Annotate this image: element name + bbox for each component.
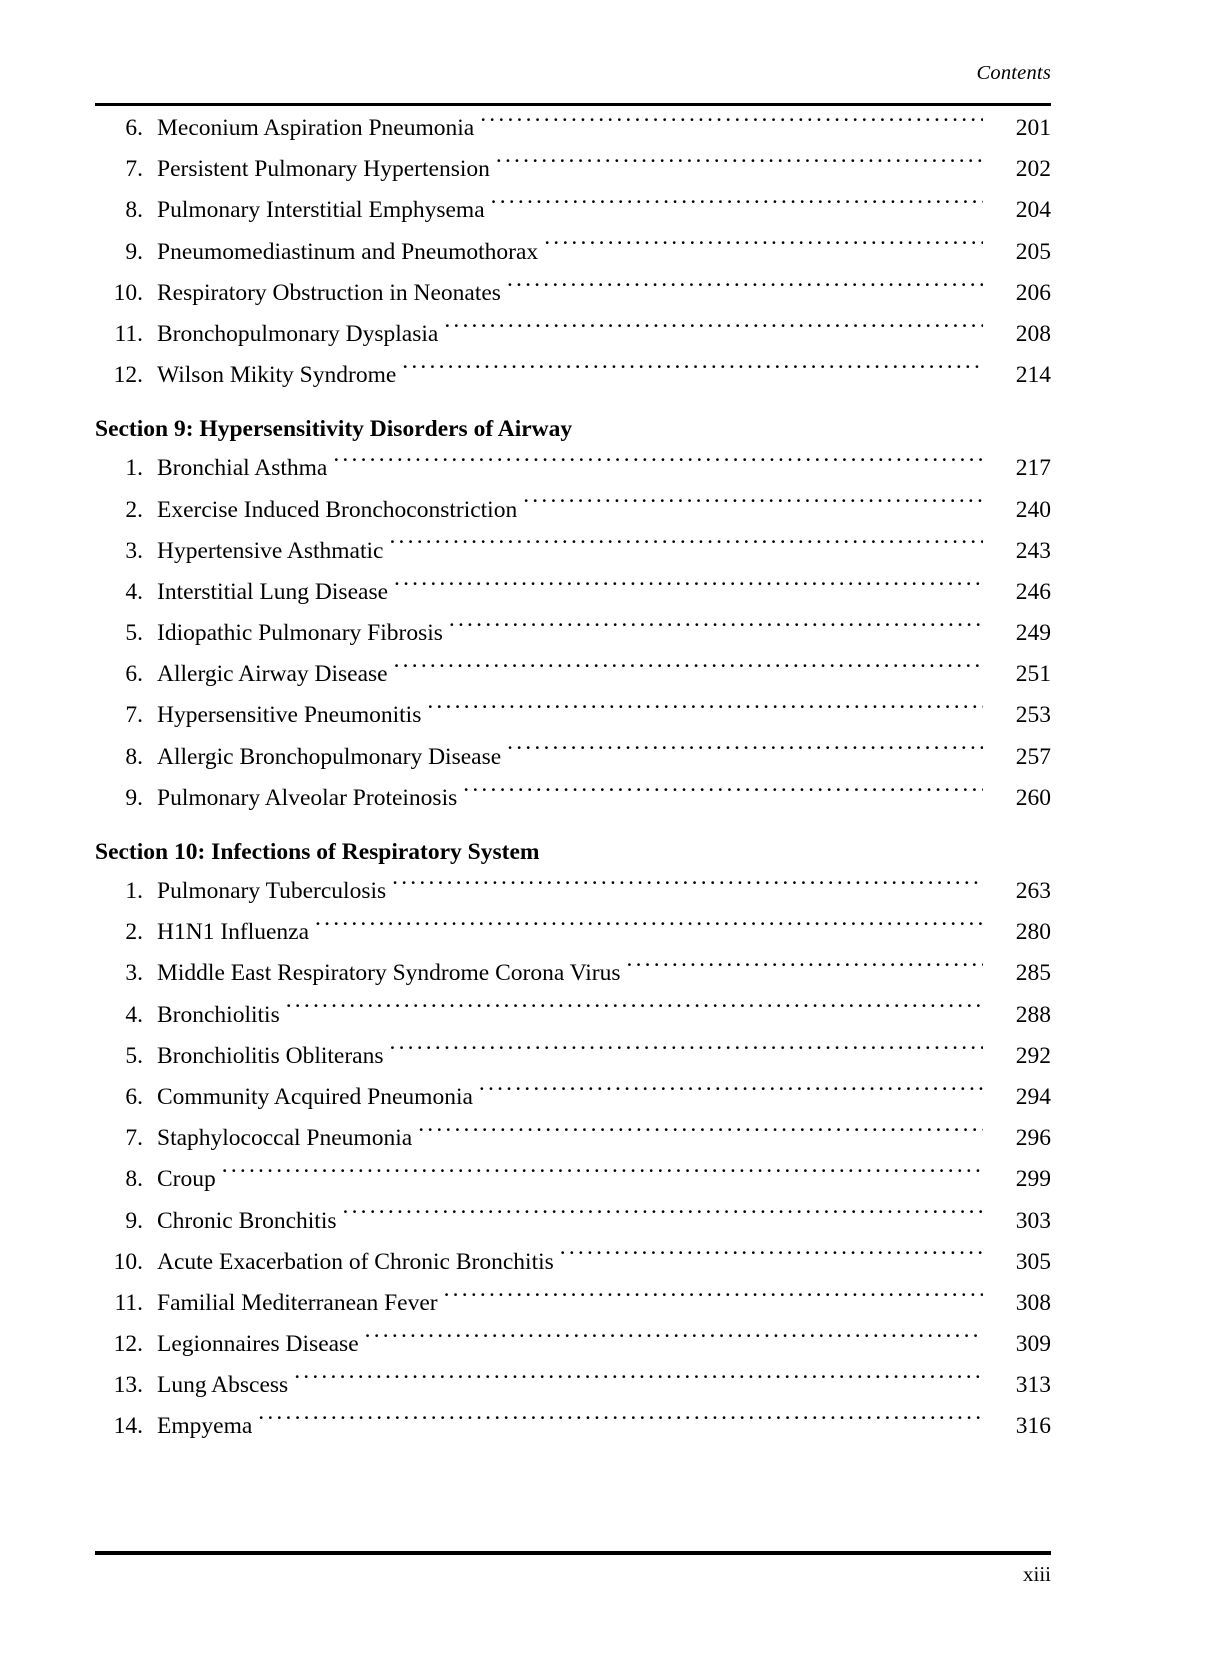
toc-entry-page-number[interactable]: 305 xyxy=(1015,1248,1051,1275)
toc-entry[interactable] xyxy=(95,1283,1051,1324)
toc-entry-number: 11 . xyxy=(95,314,143,355)
dot-leader xyxy=(496,153,983,177)
footer-rule xyxy=(95,1551,1051,1555)
toc-entry[interactable] xyxy=(95,953,1051,994)
dot-leader xyxy=(394,575,983,599)
dot-leader xyxy=(449,617,983,641)
toc-entry-title[interactable]: Bronchopulmonary Dysplasia xyxy=(157,320,439,347)
dot-leader xyxy=(286,998,983,1022)
toc-entry[interactable] xyxy=(95,355,1051,396)
toc-entry-page-number[interactable]: 313 xyxy=(1015,1372,1051,1399)
header-rule xyxy=(95,103,1051,106)
toc-entry-title[interactable]: Croup xyxy=(157,1166,216,1193)
toc-entry[interactable] xyxy=(95,1036,1051,1077)
toc-entry-title[interactable]: Pulmonary Tuberculosis xyxy=(157,878,387,904)
toc-entry-title[interactable]: Empyema xyxy=(157,1413,253,1440)
toc-entry[interactable] xyxy=(95,871,1051,912)
toc-entry-number: 8 . xyxy=(95,1159,143,1200)
toc-entry[interactable] xyxy=(95,1077,1051,1118)
toc-entry-page-number[interactable]: 202 xyxy=(1015,156,1051,183)
toc-entry-number: 10 . xyxy=(95,273,143,314)
dot-leader xyxy=(444,1286,983,1310)
toc-entry-title[interactable]: Pulmonary Interstitial Emphysema xyxy=(157,197,485,224)
toc-entry-title[interactable]: Meconium Aspiration Pneumonia xyxy=(157,115,475,141)
toc-entry[interactable] xyxy=(95,314,1051,355)
toc-entry-number: 13 . xyxy=(95,1365,143,1406)
toc-entry[interactable] xyxy=(95,1406,1051,1447)
toc-entry-page-number[interactable]: 249 xyxy=(1015,620,1051,647)
toc-entry[interactable] xyxy=(95,1365,1051,1406)
dot-leader xyxy=(365,1328,983,1352)
toc-entry-page-number[interactable]: 288 xyxy=(1015,1001,1051,1028)
toc-entry-page-number[interactable]: 246 xyxy=(1015,578,1051,605)
toc-entry-number: 4 . xyxy=(95,572,143,613)
toc-entry-number: 7 . xyxy=(95,149,143,190)
toc-entry-title[interactable]: Community Acquired Pneumonia xyxy=(157,1083,473,1110)
toc-entry[interactable] xyxy=(95,572,1051,613)
dot-leader xyxy=(479,1080,983,1104)
page-folio: xiii xyxy=(1022,1562,1051,1586)
dot-leader xyxy=(523,493,983,517)
toc-entry-page-number[interactable]: 204 xyxy=(1015,197,1051,224)
table-of-contents xyxy=(95,108,1051,1448)
toc-entry-page-number[interactable]: 253 xyxy=(1015,702,1051,729)
toc-entry-page-number[interactable]: 296 xyxy=(1015,1125,1051,1152)
toc-entry-page-number[interactable]: 303 xyxy=(1015,1207,1051,1234)
toc-entry-title[interactable]: Chronic Bronchitis xyxy=(157,1207,337,1234)
toc-entry-title[interactable]: Bronchiolitis xyxy=(157,1001,280,1028)
toc-entry-title[interactable]: Pneumomediastinum and Pneumothorax xyxy=(157,238,539,265)
running-head: Contents xyxy=(976,62,1051,84)
toc-entry[interactable] xyxy=(95,995,1051,1036)
toc-entry[interactable] xyxy=(95,1159,1051,1200)
toc-entry-number: 9 . xyxy=(95,778,143,819)
toc-entry[interactable] xyxy=(95,232,1051,273)
toc-entry-title[interactable]: Middle East Respiratory Syndrome Corona Virus xyxy=(157,960,621,987)
dot-leader xyxy=(258,1410,983,1434)
toc-entry-title[interactable]: Bronchiolitis Obliterans xyxy=(157,1042,384,1069)
toc-entry-number: 7 . xyxy=(95,1118,143,1159)
toc-entry[interactable] xyxy=(95,1242,1051,1283)
toc-entry-title[interactable]: Wilson Mikity Syndrome xyxy=(157,362,397,389)
toc-entry-title[interactable]: Staphylococcal Pneumonia xyxy=(157,1125,413,1152)
toc-entry-number: 5 . xyxy=(95,1036,143,1077)
dot-leader xyxy=(222,1163,983,1187)
toc-entry-page-number[interactable]: 308 xyxy=(1015,1289,1051,1316)
toc-entry[interactable] xyxy=(95,1201,1051,1242)
dot-leader xyxy=(392,875,983,899)
toc-entry-number: 1 . xyxy=(95,448,143,489)
dot-leader xyxy=(333,452,983,476)
toc-entry-number: 3 . xyxy=(95,531,143,572)
section-heading: Section 10: Infections of Respiratory System xyxy=(95,839,540,865)
dot-leader xyxy=(627,957,983,981)
dot-leader xyxy=(463,781,983,805)
toc-entry[interactable] xyxy=(95,1324,1051,1365)
dot-leader xyxy=(389,534,983,558)
toc-entry-number: 12 . xyxy=(95,1324,143,1365)
toc-entry[interactable] xyxy=(95,778,1051,819)
toc-entry-page-number[interactable]: 205 xyxy=(1015,238,1051,265)
dot-leader xyxy=(444,317,983,341)
toc-entry-number: 9 . xyxy=(95,232,143,273)
toc-entry-number: 4 . xyxy=(95,995,143,1036)
toc-entry-number: 10 . xyxy=(95,1242,143,1283)
toc-entry-title[interactable]: Idiopathic Pulmonary Fibrosis xyxy=(157,620,443,647)
toc-entry[interactable] xyxy=(95,737,1051,778)
toc-entry[interactable] xyxy=(95,1118,1051,1159)
toc-entry-page-number[interactable]: 280 xyxy=(1015,919,1051,946)
toc-entry-page-number[interactable]: 240 xyxy=(1015,496,1051,523)
toc-entry-title[interactable]: Persistent Pulmonary Hypertension xyxy=(157,156,490,183)
toc-entry-number: 6 . xyxy=(95,1077,143,1118)
toc-entry-page-number[interactable]: 251 xyxy=(1015,661,1051,688)
toc-entry-number: 3 . xyxy=(95,953,143,994)
toc-entry-title[interactable]: Pulmonary Alveolar Proteinosis xyxy=(157,784,458,811)
toc-entry-page-number[interactable]: 309 xyxy=(1015,1331,1051,1358)
toc-entry-number: 7 . xyxy=(95,695,143,736)
toc-entry-page-number[interactable]: 292 xyxy=(1015,1042,1051,1069)
toc-entry-title[interactable]: Hypertensive Asthmatic xyxy=(157,537,384,564)
dot-leader xyxy=(315,916,983,940)
toc-entry[interactable] xyxy=(95,273,1051,314)
toc-entry-page-number[interactable]: 214 xyxy=(1015,362,1051,389)
toc-entry[interactable] xyxy=(95,190,1051,231)
toc-entry-number: 9 . xyxy=(95,1201,143,1242)
toc-entry-number: 11 . xyxy=(95,1283,143,1324)
dot-leader xyxy=(343,1204,984,1228)
dot-leader xyxy=(294,1369,983,1393)
toc-entry[interactable] xyxy=(95,912,1051,953)
toc-entry-page-number[interactable]: 217 xyxy=(1015,455,1051,482)
toc-entry[interactable] xyxy=(95,448,1051,489)
toc-entry-number: 2 . xyxy=(95,912,143,953)
toc-entry-number: 2 . xyxy=(95,490,143,531)
toc-entry-title[interactable]: Exercise Induced Bronchoconstriction xyxy=(157,496,518,523)
toc-entry-title[interactable]: Legionnaires Disease xyxy=(157,1331,359,1358)
toc-entry-number: 6 . xyxy=(95,108,143,149)
dot-leader xyxy=(402,359,983,383)
toc-entry-number: 14 . xyxy=(95,1406,143,1447)
toc-entry[interactable] xyxy=(95,613,1051,654)
toc-entry-page-number[interactable]: 299 xyxy=(1015,1166,1051,1193)
toc-entry-page-number[interactable]: 316 xyxy=(1015,1413,1051,1440)
dot-leader xyxy=(480,112,983,136)
toc-entry-title[interactable]: Familial Mediterranean Fever xyxy=(157,1289,438,1316)
toc-entry[interactable] xyxy=(95,108,1051,149)
dot-leader xyxy=(507,740,983,764)
dot-leader xyxy=(491,194,983,218)
dot-leader xyxy=(507,276,983,300)
toc-entry-page-number[interactable]: 257 xyxy=(1015,743,1051,770)
section-heading: Section 9: Hypersensitivity Disorders of Airway xyxy=(95,416,573,443)
toc-entry-title[interactable]: Allergic Airway Disease xyxy=(157,661,388,688)
toc-entry-number: 5 . xyxy=(95,613,143,654)
toc-entry-number: 12 . xyxy=(95,355,143,396)
toc-entry-title[interactable]: Allergic Bronchopulmonary Disease xyxy=(157,743,502,770)
toc-entry-number: 6 . xyxy=(95,654,143,695)
toc-entry-page-number[interactable]: 263 xyxy=(1015,878,1051,904)
toc-entry-page-number[interactable]: 260 xyxy=(1015,784,1051,811)
dot-leader xyxy=(394,658,983,682)
toc-entry-page-number[interactable]: 208 xyxy=(1015,320,1051,347)
dot-leader xyxy=(560,1245,983,1269)
dot-leader xyxy=(427,699,983,723)
toc-entry-title[interactable]: Lung Abscess xyxy=(157,1372,289,1399)
toc-entry-title[interactable]: H1N1 Influenza xyxy=(157,919,310,946)
toc-entry-title[interactable]: Hypersensitive Pneumonitis xyxy=(157,702,422,729)
toc-entry[interactable] xyxy=(95,490,1051,531)
toc-entry-number: 8 . xyxy=(95,190,143,231)
toc-entry-title[interactable]: Interstitial Lung Disease xyxy=(157,578,389,605)
toc-entry-page-number[interactable]: 201 xyxy=(1015,115,1051,141)
dot-leader xyxy=(418,1122,983,1146)
toc-entry-title[interactable]: Bronchial Asthma xyxy=(157,455,328,482)
toc-entry[interactable] xyxy=(95,149,1051,190)
dot-leader xyxy=(544,235,983,259)
toc-entry[interactable] xyxy=(95,654,1051,695)
toc-entry-number: 8 . xyxy=(95,737,143,778)
toc-entry[interactable] xyxy=(95,531,1051,572)
toc-entry-page-number[interactable]: 243 xyxy=(1015,537,1051,564)
toc-entry-title[interactable]: Acute Exacerbation of Chronic Bronchitis xyxy=(157,1248,554,1275)
toc-entry-page-number[interactable]: 285 xyxy=(1015,960,1051,987)
toc-entry-page-number[interactable]: 294 xyxy=(1015,1083,1051,1110)
dot-leader xyxy=(390,1039,984,1063)
toc-entry[interactable] xyxy=(95,695,1051,736)
toc-entry-title[interactable]: Respiratory Obstruction in Neonates xyxy=(157,279,501,306)
toc-entry-page-number[interactable]: 206 xyxy=(1015,279,1051,306)
toc-entry-number: 1 . xyxy=(95,871,143,912)
